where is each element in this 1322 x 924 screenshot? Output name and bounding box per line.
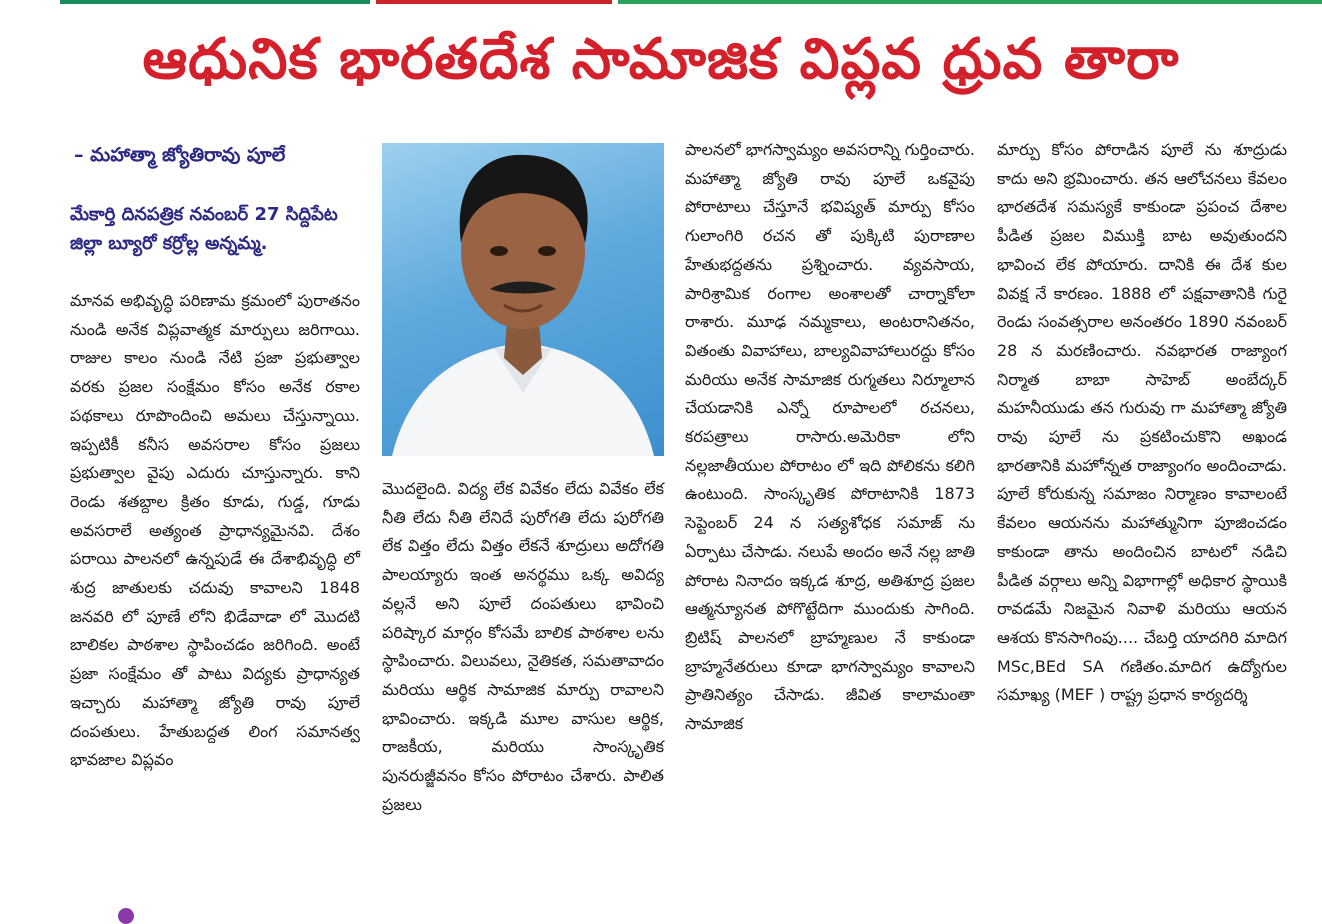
dateline: మేకార్తి దినపత్రిక నవంబర్ 27 సిద్దిపేట జిల్లా బ్యూరో కర్రోల్ల అన్నమ్మ. [70, 204, 338, 254]
article-column-1 [70, 287, 360, 775]
column-2-text: మొదలైంది. విద్య లేక వివేకం లేదు వివేకం లేక నీతి లేదు నీతి లేనిదే పురోగతి లేదు పురోగతి లేక విత్తం లేదు విత్తం లేకనే శూద్రులు అదోగతి పాలయ్యారు ఇంత అనర్థము ఒక్క అవిద్య వల్లనే అని పూలే దంపతులు భావించి పరిష్కార మార్గం కోసమే బాలిక పాఠశాల లను స్థాపించారు. విలువలు, నైతికత, సమతావాదం మరియు ఆర్థిక సామాజిక మార్పు రావాలని భావించారు. ఇక్కడి మూల వాసుల ఆర్థిక, రాజకీయ, మరియు సాంస్కృతిక పునరుజ్జీవనం కోసం పోరాటం చేశారు. పాలిత ప్రజలు [382, 479, 664, 814]
column-1-text: మానవ అభివృద్ధి పరిణామ క్రమంలో పురాతనం నుండి అనేక విప్లవాత్మక మార్పులు జరిగాయి. రాజుల కాలం నుండి నేటి ప్రజా ప్రభుత్వాల వరకు ప్రజల సంక్షేమం కోసం అనేక రకాల పథకాలు రూపొందించి అమలు చేస్తున్నాయి. ఇప్పటికీ కనీస అవసరాల కోసం ప్రజలు ప్రభుత్వాల వైపు ఎదురు చూస్తున్నారు. కాని రెండు శతబ్దాల క్రితం కూడు, గుడ్డ, గూడు అవసరాలే అత్యంత ప్రాధాన్యమైనవి. దేశం పరాయి పాలనలో ఉన్నపుడే ఈ దేశాభివృద్ధి లో శుద్ర జాతులకు చదువు కావాలని 1848 జనవరి లో పూణే లోని భిడేవాడా లో మొదటి బాలికల పాఠశాల స్థాపించడం జరిగింది. అంటే ప్రజా సంక్షేమం తో పాటు విద్యకు ప్రాధాన్యత ఇచ్చారు మహాత్మా జ్యోతి రావు పూలే దంపతులు. హేతుబద్దత లింగ సమానత్వ భావజాల విప్లవం [70, 291, 360, 770]
topbar-mid-segment [376, 0, 612, 4]
article-column-2 [382, 475, 664, 819]
portrait-photo-icon [382, 143, 664, 456]
topbar-right-segment [618, 0, 1322, 4]
portrait-photo [382, 143, 664, 456]
author-byline: – మహాత్మా జ్యోతిరావు పూలే [74, 144, 286, 166]
headline: ఆధునిక భారతదేశ సామాజిక విప్లవ ధ్రువ తారా [142, 27, 1180, 92]
top-color-bar [0, 0, 1322, 4]
column-3-text: పాలనలో భాగస్వామ్యం అవసరాన్ని గుర్తించారు. మహాత్మా జ్యోతి రావు పూలే ఒకవైపు పోరాటాలు చేస్తూనే భవిష్యత్ మార్పు కోసం గులాంగిరి రచన తో పుక్కిటి పురాణాల హేతుభద్దతను ప్రశ్నించారు. వ్యవసాయ, పారిశ్రామిక రంగాల అంశాలతో చార్నాకోలా రాశారు. మూఢ నమ్మకాలు, అంటరానితనం, వితంతు వివాహాలు, బాల్యవివాహాలురద్దు కోసం మరియు అనేక సామాజిక రుగ్మతలు నిర్మూలాన చేయడానికి ఎన్నో రూపాలలో రచనలు, కరపత్రాలు రాసారు.అమెరికా లోని నల్లజాతీయుల పోరాటం లో ఇది పోలికను కలిగి ఉంటుంది. సాంస్కృతిక పోరాటానికి 1873 సెప్టెంబర్ 24 న సత్యశోధక సమాజ్ ను ఏర్పాటు చేసాడు. నలుపే అందం అనే నల్ల జాతి పోరాట నినాదం ఇక్కడ శూద్ర, అతిశూద్ర ప్రజల ఆత్మన్యూనత పోగొట్టేదిగా ముందుకు సాగింది. బ్రిటిష్ పాలనలో బ్రాహ్మణుల నే కాకుండా బ్రాహ్మనేతరులు కూడా భాగస్వామ్యం కావాలని ప్రాతినిత్యం చేసాడు. జీవిత కాలామంతా సామాజిక [685, 140, 975, 734]
article-column-3 [685, 136, 975, 739]
topbar-left-segment [60, 0, 370, 4]
column-4-text: మార్పు కోసం పోరాడిన పూలే ను శూద్రుడు కాదు అని భ్రమించారు. తన ఆలోచనలు కేవలం భారతదేశ సమస్యకే కాకుండా ప్రపంచ దేశాల పీడిత ప్రజల విముక్తి బాట అవుతుందని భావించ లేక పోయారు. దానికి ఈ దేశ కుల వివక్ష నే కారణం. 1888 లో పక్షవాతానికి గురై రెండు సంవత్సరాల అనంతరం 1890 నవంబర్ 28 న మరణించారు. నవభారత రాజ్యాంగ నిర్మాత బాబా సాహెబ్ అంబేద్కర్ మహనీయుడు తన గురువు గా మహాత్మా జ్యోతి రావు పూలే ను ప్రకటించుకొని అఖండ భారతానికి మహోన్నత రాజ్యాంగం అందించాడు. పూలే కోరుకున్న సమాజం నిర్మాణం కావాలంటే కేవలం ఆయనను మహాత్మునిగా పూజించడం కాకుండా తాను అందించిన బాటలో నడిచి పీడిత వర్గాలు అన్ని విభాగాల్లో అధికార స్థాయికి రావడమే నిజమైన నివాళి మరియు ఆయన ఆశయ కొనసాగింపు.... చేబర్తి యాదగిరి మాదిగ MSc,BEd SA గణితం.మాదిగ ఉద్యోగుల సమాఖ్య (MEF ) రాష్ట్ర ప్రధాన కార్యదర్శి [997, 140, 1287, 705]
article-column-4 [997, 136, 1287, 710]
bottom-decoration-dot [118, 908, 134, 924]
